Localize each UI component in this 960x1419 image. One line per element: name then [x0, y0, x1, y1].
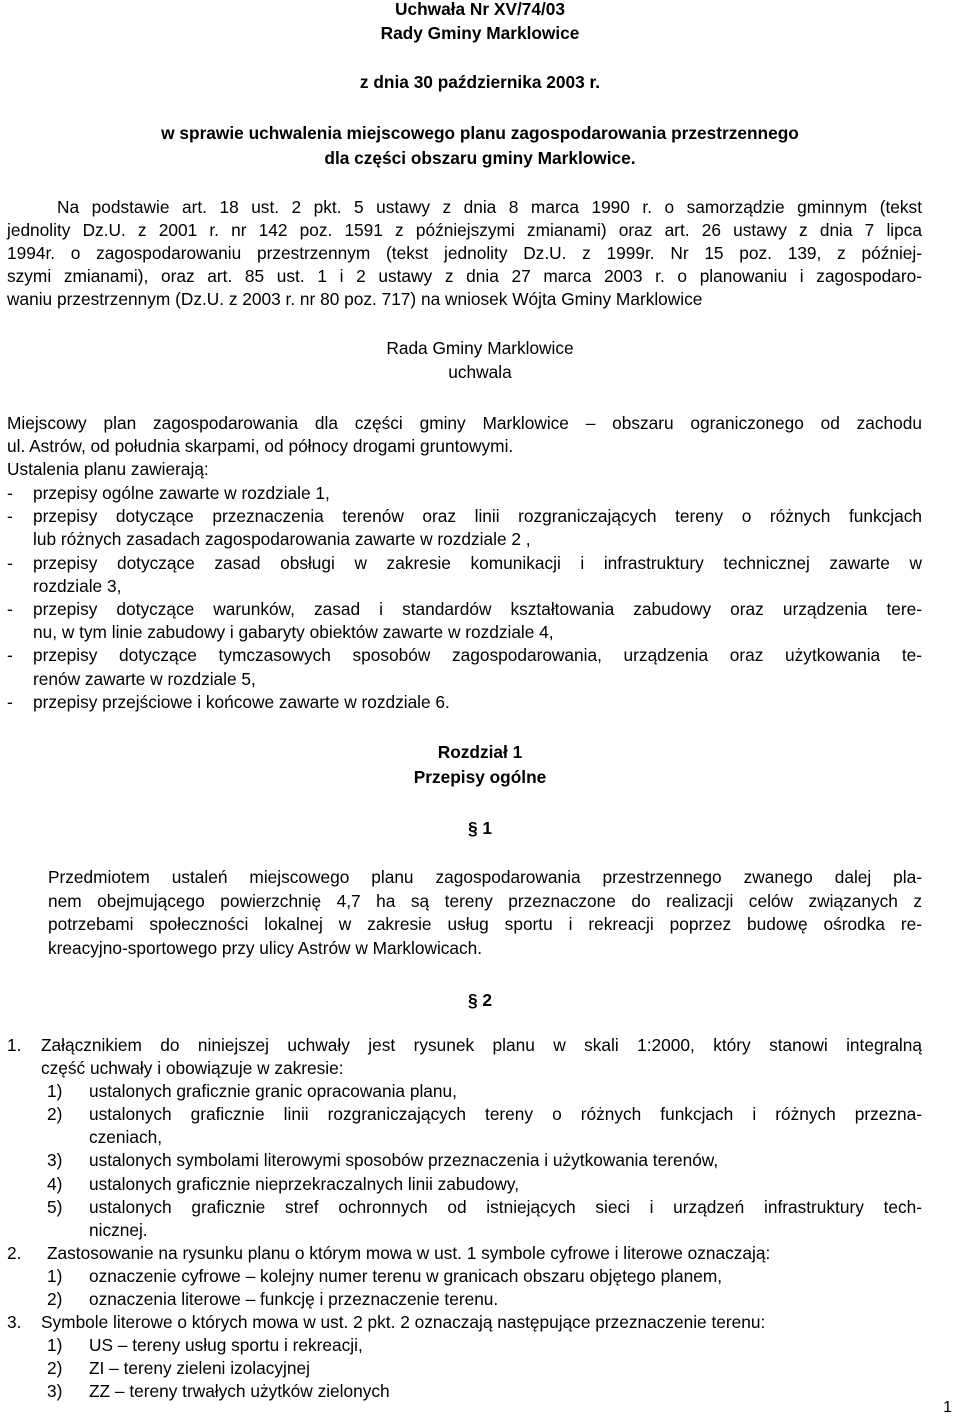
- item-line: ustalonych graficznie stref ochronnych od istniejących sieci i urządzeń infrastruktury tech-: [89, 1196, 922, 1217]
- resolution-subject: [0, 121, 960, 171]
- list-item: [7, 1357, 922, 1380]
- paragraph-line: Zastosowanie na rysunku planu o którym mowa w ust. 1 symbole cyfrowe i literowe oznaczają:: [47, 1242, 771, 1263]
- page-number: 1: [943, 1399, 952, 1416]
- list-item-line: przepisy ogólne zawarte w rozdziale 1,: [33, 483, 330, 503]
- list-item: [7, 505, 922, 551]
- section-1-line: potrzebami społeczności lokalnej w zakresie usług sportu i rekreacji poprzez budowę ośrodka re-: [48, 914, 922, 934]
- list-item: [7, 1196, 922, 1242]
- list-item-line: renów zawarte w rozdziale 5,: [33, 668, 256, 689]
- plan-intro: [7, 412, 922, 482]
- chapter-subtitle: Przepisy ogólne: [413, 767, 547, 787]
- plan-intro-line: ul. Astrów, od południa skarpami, od północy drogami gruntowymi.: [7, 436, 514, 457]
- item-number: 4): [47, 1173, 63, 1194]
- paragraph-line: Załącznikiem do niniejszej uchwały jest rysunek planu w skali 1:2000, który stanowi integralną: [41, 1035, 922, 1055]
- paragraph-line: Symbole literowe o których mowa w ust. 2 pkt. 2 oznaczają następujące przeznaczenie terenu:: [41, 1312, 766, 1333]
- list-item-line: przepisy dotyczące zasad obsługi w zakresie komunikacji i infrastruktury technicznej zawarte w: [33, 552, 922, 573]
- legal-basis-line: waniu przestrzennym (Dz.U. z 2003 r. nr 80 poz. 717) na wniosek Wójta Gminy Marklowice: [7, 289, 703, 309]
- chapter-heading: [0, 740, 960, 790]
- item-line: ustalonych symbolami literowymi sposobów przeznaczenia i użytkowania terenów,: [89, 1150, 719, 1171]
- list-item-line: nu, w tym linie zabudowy i gabaryty obiektów zawarte w rozdziale 4,: [33, 622, 554, 643]
- paragraph-2: [7, 1242, 922, 1265]
- legal-basis-line: Na podstawie art. 18 ust. 2 pkt. 5 ustawy z dnia 8 marca 1990 r. o samorządzie gminnym (tekst: [7, 197, 922, 217]
- item-line: US – tereny usług sportu i rekreacji,: [89, 1335, 363, 1356]
- list-dash: -: [7, 645, 13, 666]
- paragraph-1: [7, 1034, 922, 1080]
- item-line: oznaczenia literowe – funkcję i przeznaczenie terenu.: [89, 1289, 499, 1310]
- list-dash: -: [7, 599, 13, 620]
- item-number: 1): [47, 1265, 63, 1286]
- item-line: nicznej.: [89, 1219, 148, 1240]
- list-item-line: przepisy dotyczące przeznaczenia terenów oraz linii rozgraniczających tereny o różnych funkcjach: [33, 506, 922, 527]
- list-item: [7, 644, 922, 690]
- list-item: [7, 482, 922, 505]
- council-resolves-line-1: Rada Gminy Marklowice: [386, 338, 574, 358]
- list-item: [7, 598, 922, 644]
- resolution-date: z dnia 30 października 2003 r.: [359, 72, 601, 92]
- subject-line-1: w sprawie uchwalenia miejscowego planu zagospodarowania przestrzennego: [161, 123, 799, 143]
- item-number: 3): [47, 1381, 63, 1402]
- list-item-line: lub różnych zasadach zagospodarowania zawarte w rozdziale 2 ,: [33, 529, 531, 550]
- council-resolves: [0, 336, 960, 384]
- subject-line-2: dla części obszaru gminy Marklowice.: [324, 148, 636, 168]
- council-name: Rady Gminy Marklowice: [380, 23, 580, 43]
- section-2-text: [7, 1034, 922, 1404]
- contents-heading: Ustalenia planu zawierają:: [7, 459, 209, 480]
- list-item: [7, 1173, 922, 1196]
- item-number: 1): [47, 1081, 63, 1102]
- section-1-line: nem obejmującego powierzchnię 4,7 ha są tereny przeznaczone do realizacji celów związanych z: [48, 890, 922, 911]
- council-resolves-line-2: uchwala: [448, 362, 512, 382]
- plan-intro-line: Miejscowy plan zagospodarowania dla części gminy Marklowice – obszaru ograniczonego od zachodu: [7, 413, 922, 433]
- list-item-line: przepisy przejściowe i końcowe zawarte w rozdziale 6.: [33, 691, 450, 712]
- item-line: czeniach,: [89, 1127, 163, 1148]
- item-line: oznaczenie cyfrowe – kolejny numer terenu w granicach obszaru objętego planem,: [89, 1265, 723, 1286]
- list-dash: -: [7, 552, 13, 573]
- list-item-line: przepisy dotyczące tymczasowych sposobów zagospodarowania, urządzenia oraz użytkowania te-: [33, 645, 922, 666]
- list-item: [7, 552, 922, 598]
- list-item: [7, 1149, 922, 1172]
- item-line: ZZ – tereny trwałych użytków zielonych: [89, 1381, 390, 1402]
- list-item: [7, 1380, 922, 1403]
- section-1-line: Przedmiotem ustaleń miejscowego planu zagospodarowania przestrzennego zwanego dalej pla-: [48, 867, 922, 887]
- legal-basis-line: 1994r. o zagospodarowaniu przestrzennym (tekst jednolity Dz.U. z 1999r. Nr 15 poz. 139, z później-: [7, 243, 922, 263]
- section-1-line: kreacyjno-sportowego przy ulicy Astrów w Marklowicach.: [48, 937, 483, 958]
- item-number: 2): [47, 1289, 63, 1310]
- item-number: 2): [47, 1358, 63, 1379]
- item-line: ZI – tereny zieleni izolacyjnej: [89, 1358, 310, 1379]
- contents-list: [7, 482, 922, 714]
- paragraph-number: 2.: [7, 1242, 22, 1263]
- legal-basis-line: jednolity Dz.U. z 2001 r. nr 142 poz. 1591 z późniejszymi zmianami) oraz art. 26 ustawy z dnia 7 lipca: [7, 220, 922, 240]
- resolution-number: Uchwała Nr XV/74/03: [394, 0, 566, 19]
- item-number: 5): [47, 1196, 63, 1217]
- paragraph-number: 1.: [7, 1035, 22, 1055]
- list-item: [7, 691, 922, 714]
- item-number: 1): [47, 1335, 63, 1356]
- list-item-line: przepisy dotyczące warunków, zasad i standardów kształtowania zabudowy oraz urządzenia tere-: [33, 599, 922, 620]
- item-line: ustalonych graficznie granic opracowania planu,: [89, 1081, 457, 1102]
- section-2-mark: § 2: [467, 990, 493, 1010]
- chapter-title: Rozdział 1: [437, 742, 523, 762]
- item-line: ustalonych graficznie nieprzekraczalnych linii zabudowy,: [89, 1173, 520, 1194]
- section-1-mark: § 1: [467, 818, 493, 838]
- list-item: [7, 1334, 922, 1357]
- list-dash: -: [7, 506, 13, 527]
- legal-basis-line: szymi zmianami), oraz art. 85 ust. 1 i 2 ustawy z dnia 27 marca 2003 r. o planowaniu i zagospodaro-: [7, 266, 922, 286]
- paragraph-number: 3.: [7, 1312, 22, 1333]
- item-number: 3): [47, 1150, 63, 1171]
- list-item: [7, 1080, 922, 1103]
- list-dash: -: [7, 483, 13, 503]
- list-item: [7, 1288, 922, 1311]
- list-dash: -: [7, 691, 13, 712]
- list-item: [7, 1265, 922, 1288]
- legal-basis: [7, 196, 922, 311]
- section-1-text: [48, 866, 922, 960]
- paragraph-line: część uchwały i obowiązuje w zakresie:: [41, 1058, 344, 1079]
- item-number: 2): [47, 1104, 63, 1125]
- item-line: ustalonych graficznie linii rozgraniczających tereny o różnych funkcjach i różnych przezna-: [89, 1104, 922, 1125]
- list-item: [7, 1103, 922, 1149]
- resolution-title: [0, 0, 960, 45]
- paragraph-3: [7, 1311, 922, 1334]
- list-item-line: rozdziale 3,: [33, 575, 122, 596]
